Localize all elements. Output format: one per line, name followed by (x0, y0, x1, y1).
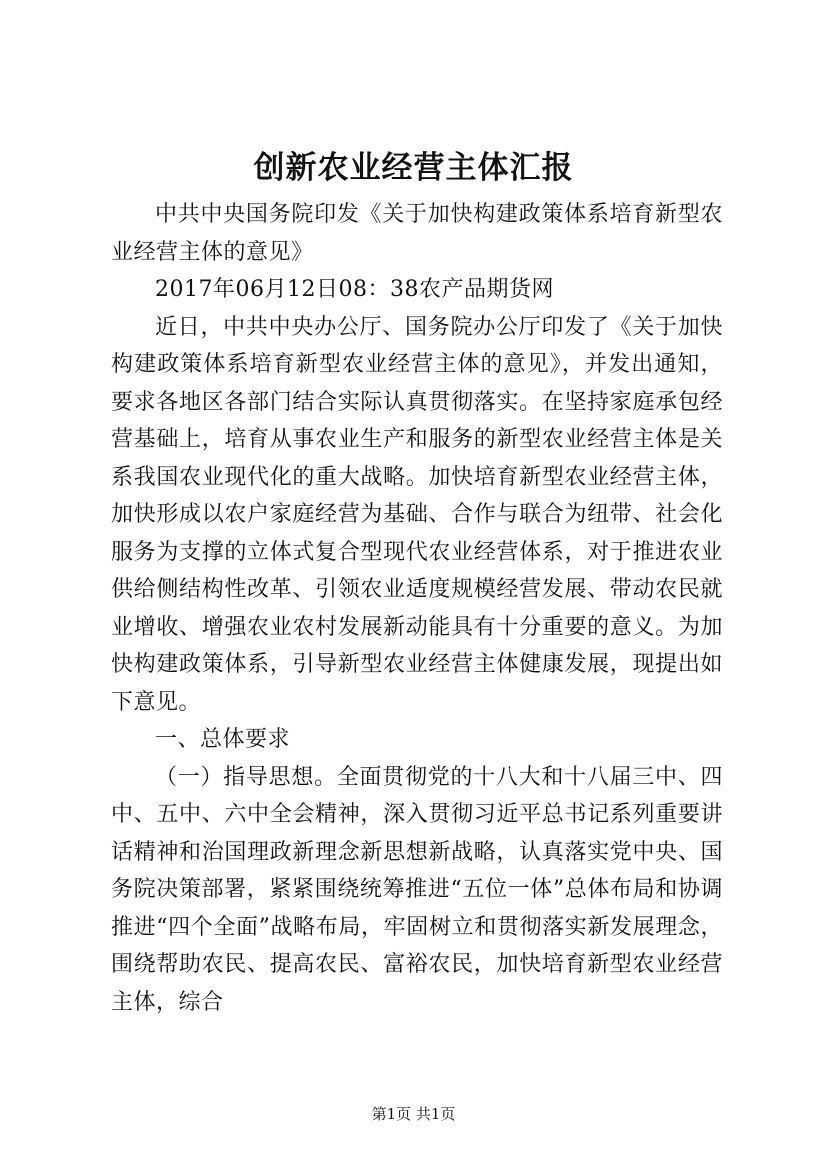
paragraph-date-source: 2017年06月12日08：38农产品期货网 (155, 277, 554, 302)
paragraph-source-title: 中共中央国务院印发《关于加快构建政策体系培育新型农业经营主体的意见》 (111, 202, 723, 265)
document-title: 创新农业经营主体汇报 (253, 150, 574, 186)
document-body (111, 196, 723, 1021)
page-footer: 第1页 共1页 (371, 1105, 456, 1123)
paragraph-guiding-thought: （一）指导思想。全面贯彻党的十八大和十八届三中、四中、五中、六中全会精神，深入贯彻习近平总书记系列重要讲话精神和治国理政新理念新思想新战略，认真落实党中央、国务院决策部署，紧紧围绕统筹推进“五位一体”总体布局和协调推进“四个全面”战略布局，牢固树立和贯彻落实新发展理念，围绕帮助农民、提高农民、富裕农民，加快培育新型农业经营主体，综合 (111, 764, 723, 1015)
paragraph-intro: 近日，中共中央办公厅、国务院办公厅印发了《关于加快构建政策体系培育新型农业经营主体的意见》，并发出通知，要求各地区各部门结合实际认真贯彻落实。在坚持家庭承包经营基础上，培育从事农业生产和服务的新型农业经营主体是关系我国农业现代化的重大战略。加快培育新型农业经营主体，加快形成以农户家庭经营为基础、合作与联合为纽带、社会化服务为支撑的立体式复合型现代农业经营体系，对于推进农业供给侧结构性改革、引领农业适度规模经营发展、带动农民就业增收、增强农业农村发展新动能具有十分重要的意义。为加快构建政策体系，引导新型农业经营主体健康发展，现提出如下意见。 (111, 314, 723, 715)
section-heading: 一、总体要求 (155, 727, 291, 752)
